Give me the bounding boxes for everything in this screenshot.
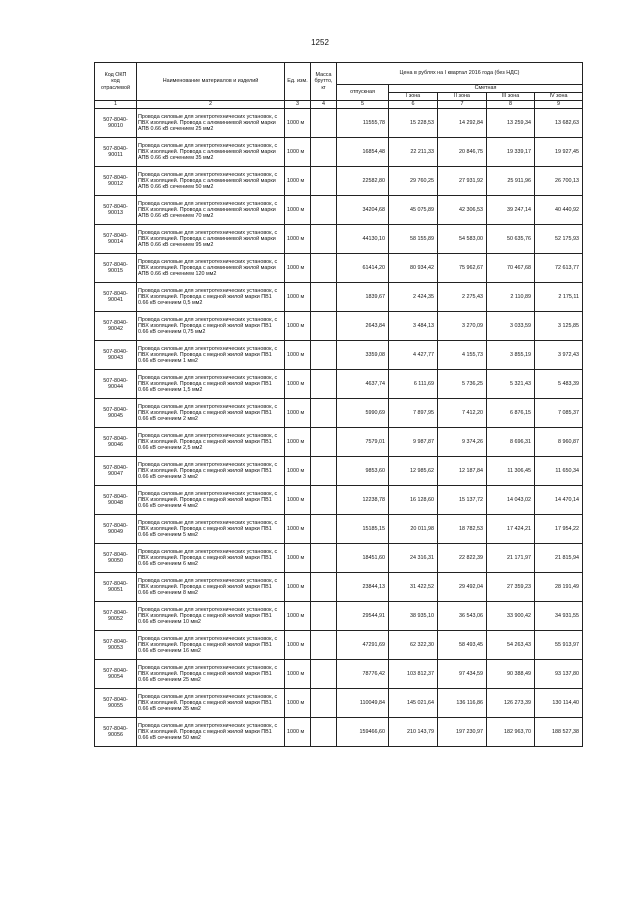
cell-zone2-price: 97 434,59 [438, 660, 487, 689]
cell-name: Провода силовые для электротехнических установок, с ПВХ изоляцией. Провода с медной жилой марки ПВ1 0.66 кВ сечением 8 мм2 [137, 573, 285, 602]
cell-release-price: 4637,74 [337, 370, 389, 399]
cell-code: 507-8040-90042 [95, 312, 137, 341]
cell-name: Провода силовые для электротехнических установок, с ПВХ изоляцией. Провода с алюминиевой жилой марки АПВ 0.66 кВ сечением 25 мм2 [137, 109, 285, 138]
cell-zone3-price: 19 339,17 [487, 138, 535, 167]
cell-zone3-price: 54 263,43 [487, 631, 535, 660]
cell-zone1-price: 6 111,69 [389, 370, 438, 399]
cell-mass [311, 544, 337, 573]
cell-name: Провода силовые для электротехнических установок, с ПВХ изоляцией. Провода с медной жилой марки ПВ1 0.66 кВ сечением 0,5 мм2 [137, 283, 285, 312]
cell-zone1-price: 80 934,42 [389, 254, 438, 283]
table-row [95, 312, 583, 341]
cell-zone2-price: 14 292,84 [438, 109, 487, 138]
cell-code: 507-8040-90048 [95, 486, 137, 515]
cell-zone1-price: 29 760,25 [389, 167, 438, 196]
cell-code: 507-8040-90013 [95, 196, 137, 225]
cell-zone4-price: 13 682,63 [535, 109, 583, 138]
cell-zone1-price: 12 985,62 [389, 457, 438, 486]
cell-zone3-price: 2 110,89 [487, 283, 535, 312]
col-index: 7 [438, 101, 487, 109]
cell-mass [311, 486, 337, 515]
cell-zone2-price: 58 493,45 [438, 631, 487, 660]
cell-release-price: 7579,01 [337, 428, 389, 457]
cell-release-price: 34204,68 [337, 196, 389, 225]
cell-unit: 1000 м [285, 341, 311, 370]
cell-name: Провода силовые для электротехнических установок, с ПВХ изоляцией. Провода с медной жилой марки ПВ1 0.66 кВ сечением 0,75 мм2 [137, 312, 285, 341]
cell-unit: 1000 м [285, 167, 311, 196]
cell-zone3-price: 21 171,97 [487, 544, 535, 573]
cell-name: Провода силовые для электротехнических установок, с ПВХ изоляцией. Провода с медной жилой марки ПВ1 0.66 кВ сечением 1 мм2 [137, 341, 285, 370]
cell-zone3-price: 70 467,68 [487, 254, 535, 283]
cell-zone4-price: 8 960,87 [535, 428, 583, 457]
cell-zone1-price: 9 987,87 [389, 428, 438, 457]
cell-zone4-price: 21 815,94 [535, 544, 583, 573]
cell-release-price: 15185,15 [337, 515, 389, 544]
cell-code: 507-8040-90049 [95, 515, 137, 544]
cell-release-price: 23844,13 [337, 573, 389, 602]
cell-name: Провода силовые для электротехнических установок, с ПВХ изоляцией. Провода с медной жилой марки ПВ1 0.66 кВ сечением 25 мм2 [137, 660, 285, 689]
cell-unit: 1000 м [285, 718, 311, 747]
table-row [95, 370, 583, 399]
cell-mass [311, 312, 337, 341]
cell-zone2-price: 75 962,67 [438, 254, 487, 283]
cell-zone3-price: 5 321,43 [487, 370, 535, 399]
cell-zone3-price: 6 876,15 [487, 399, 535, 428]
cell-name: Провода силовые для электротехнических установок, с ПВХ изоляцией. Провода с алюминиевой жилой марки АПВ 0.66 кВ сечением 35 мм2 [137, 138, 285, 167]
cell-release-price: 22582,80 [337, 167, 389, 196]
cell-release-price: 3359,08 [337, 341, 389, 370]
cell-code: 507-8040-90012 [95, 167, 137, 196]
cell-zone3-price: 25 911,96 [487, 167, 535, 196]
col-index: 6 [389, 101, 438, 109]
cell-zone3-price: 3 855,19 [487, 341, 535, 370]
cell-zone3-price: 27 359,23 [487, 573, 535, 602]
cell-zone1-price: 145 021,64 [389, 689, 438, 718]
cell-unit: 1000 м [285, 515, 311, 544]
cell-zone4-price: 19 927,45 [535, 138, 583, 167]
cell-mass [311, 631, 337, 660]
cell-mass [311, 225, 337, 254]
cell-release-price: 78776,42 [337, 660, 389, 689]
cell-unit: 1000 м [285, 660, 311, 689]
table-row [95, 718, 583, 747]
cell-mass [311, 167, 337, 196]
cell-zone1-price: 103 812,37 [389, 660, 438, 689]
cell-zone4-price: 26 700,13 [535, 167, 583, 196]
cell-mass [311, 602, 337, 631]
cell-zone2-price: 29 492,04 [438, 573, 487, 602]
cell-zone1-price: 7 897,95 [389, 399, 438, 428]
cell-zone2-price: 22 822,39 [438, 544, 487, 573]
cell-code: 507-8040-90055 [95, 689, 137, 718]
cell-name: Провода силовые для электротехнических установок, с ПВХ изоляцией. Провода с медной жилой марки ПВ1 0.66 кВ сечением 10 мм2 [137, 602, 285, 631]
cell-code: 507-8040-90056 [95, 718, 137, 747]
cell-mass [311, 399, 337, 428]
cell-unit: 1000 м [285, 196, 311, 225]
cell-release-price: 110049,84 [337, 689, 389, 718]
cell-zone1-price: 2 424,35 [389, 283, 438, 312]
cell-code: 507-8040-90043 [95, 341, 137, 370]
cell-release-price: 12238,78 [337, 486, 389, 515]
cell-mass [311, 341, 337, 370]
table-row [95, 109, 583, 138]
cell-zone4-price: 52 175,93 [535, 225, 583, 254]
cell-release-price: 47291,69 [337, 631, 389, 660]
cell-zone1-price: 24 316,31 [389, 544, 438, 573]
cell-zone1-price: 210 143,79 [389, 718, 438, 747]
table-row [95, 602, 583, 631]
cell-name: Провода силовые для электротехнических установок, с ПВХ изоляцией. Провода с алюминиевой жилой марки АПВ 0.66 кВ сечением 95 мм2 [137, 225, 285, 254]
cell-code: 507-8040-90054 [95, 660, 137, 689]
cell-zone3-price: 39 247,14 [487, 196, 535, 225]
cell-zone3-price: 33 900,42 [487, 602, 535, 631]
cell-zone3-price: 126 273,39 [487, 689, 535, 718]
cell-zone4-price: 17 954,22 [535, 515, 583, 544]
col-index: 9 [535, 101, 583, 109]
cell-zone4-price: 11 650,34 [535, 457, 583, 486]
header-zone4: IV зона [535, 93, 583, 101]
cell-zone4-price: 28 191,49 [535, 573, 583, 602]
table-row [95, 515, 583, 544]
cell-zone2-price: 20 846,75 [438, 138, 487, 167]
cell-unit: 1000 м [285, 138, 311, 167]
table-row [95, 573, 583, 602]
cell-mass [311, 370, 337, 399]
cell-mass [311, 109, 337, 138]
cell-name: Провода силовые для электротехнических установок, с ПВХ изоляцией. Провода с медной жилой марки ПВ1 0.66 кВ сечением 6 мм2 [137, 544, 285, 573]
table-row [95, 341, 583, 370]
cell-zone3-price: 14 043,02 [487, 486, 535, 515]
cell-zone1-price: 58 155,89 [389, 225, 438, 254]
cell-unit: 1000 м [285, 399, 311, 428]
cell-zone3-price: 50 635,76 [487, 225, 535, 254]
table-row [95, 689, 583, 718]
cell-zone2-price: 136 116,86 [438, 689, 487, 718]
header-name: Наименование материалов и изделий [137, 63, 285, 101]
cell-zone1-price: 62 322,30 [389, 631, 438, 660]
cell-zone3-price: 17 424,21 [487, 515, 535, 544]
cell-mass [311, 428, 337, 457]
cell-zone2-price: 3 270,09 [438, 312, 487, 341]
cell-zone4-price: 5 483,39 [535, 370, 583, 399]
cell-unit: 1000 м [285, 254, 311, 283]
cell-zone2-price: 18 782,53 [438, 515, 487, 544]
cell-name: Провода силовые для электротехнических установок, с ПВХ изоляцией. Провода с медной жилой марки ПВ1 0.66 кВ сечением 4 мм2 [137, 486, 285, 515]
cell-zone2-price: 5 736,25 [438, 370, 487, 399]
header-code [95, 63, 137, 101]
cell-mass [311, 457, 337, 486]
cell-zone2-price: 42 306,53 [438, 196, 487, 225]
table-row [95, 283, 583, 312]
cell-zone4-price: 93 137,80 [535, 660, 583, 689]
cell-name: Провода силовые для электротехнических установок, с ПВХ изоляцией. Провода с медной жилой марки ПВ1 0.66 кВ сечением 16 мм2 [137, 631, 285, 660]
table-row [95, 167, 583, 196]
cell-release-price: 61414,20 [337, 254, 389, 283]
cell-zone1-price: 20 011,98 [389, 515, 438, 544]
cell-zone3-price: 11 306,45 [487, 457, 535, 486]
page-number: 1252 [311, 38, 329, 47]
table-row [95, 138, 583, 167]
cell-code: 507-8040-90046 [95, 428, 137, 457]
col-index: 3 [285, 101, 311, 109]
table-row [95, 544, 583, 573]
cell-release-price: 2643,84 [337, 312, 389, 341]
cell-unit: 1000 м [285, 544, 311, 573]
header-code-branch: код отраслевой [101, 78, 130, 91]
cell-code: 507-8040-90047 [95, 457, 137, 486]
cell-zone4-price: 14 470,14 [535, 486, 583, 515]
cell-name: Провода силовые для электротехнических установок, с ПВХ изоляцией. Провода с медной жилой марки ПВ1 0.66 кВ сечением 2,5 мм2 [137, 428, 285, 457]
cell-code: 507-8040-90014 [95, 225, 137, 254]
header-mass: Масса брутто, кг [311, 63, 337, 101]
cell-zone1-price: 16 128,60 [389, 486, 438, 515]
header-price-group: Цена в рублях на I квартал 2016 года (без НДС) [337, 63, 583, 85]
cell-code: 507-8040-90050 [95, 544, 137, 573]
cell-code: 507-8040-90053 [95, 631, 137, 660]
column-index-row [95, 101, 583, 109]
header-code-okp: Код ОКП [104, 72, 127, 79]
cell-code: 507-8040-90010 [95, 109, 137, 138]
cell-release-price: 44130,10 [337, 225, 389, 254]
cell-unit: 1000 м [285, 602, 311, 631]
cell-unit: 1000 м [285, 631, 311, 660]
cell-release-price: 159466,60 [337, 718, 389, 747]
cell-zone4-price: 40 440,92 [535, 196, 583, 225]
col-index: 8 [487, 101, 535, 109]
cell-unit: 1000 м [285, 486, 311, 515]
cell-release-price: 16854,48 [337, 138, 389, 167]
table-body [95, 109, 583, 747]
cell-name: Провода силовые для электротехнических установок, с ПВХ изоляцией. Провода с алюминиевой жилой марки АПВ 0.66 кВ сечением 70 мм2 [137, 196, 285, 225]
cell-mass [311, 660, 337, 689]
cell-zone2-price: 7 412,20 [438, 399, 487, 428]
cell-unit: 1000 м [285, 370, 311, 399]
cell-mass [311, 718, 337, 747]
cell-zone3-price: 90 388,49 [487, 660, 535, 689]
header-zone3: III зона [487, 93, 535, 101]
table-row [95, 457, 583, 486]
cell-zone1-price: 45 075,89 [389, 196, 438, 225]
table-row [95, 254, 583, 283]
cell-zone4-price: 55 913,97 [535, 631, 583, 660]
table-row [95, 660, 583, 689]
cell-zone1-price: 31 422,52 [389, 573, 438, 602]
cell-unit: 1000 м [285, 689, 311, 718]
cell-release-price: 5990,69 [337, 399, 389, 428]
cell-zone4-price: 3 125,85 [535, 312, 583, 341]
cell-name: Провода силовые для электротехнических установок, с ПВХ изоляцией. Провода с медной жилой марки ПВ1 0.66 кВ сечением 1,5 мм2 [137, 370, 285, 399]
cell-name: Провода силовые для электротехнических установок, с ПВХ изоляцией. Провода с медной жилой марки ПВ1 0.66 кВ сечением 35 мм2 [137, 689, 285, 718]
cell-unit: 1000 м [285, 428, 311, 457]
cell-zone2-price: 27 931,92 [438, 167, 487, 196]
cell-zone1-price: 38 935,10 [389, 602, 438, 631]
cell-zone1-price: 4 427,77 [389, 341, 438, 370]
cell-zone2-price: 197 230,97 [438, 718, 487, 747]
cell-release-price: 29544,91 [337, 602, 389, 631]
cell-zone1-price: 3 484,13 [389, 312, 438, 341]
cell-zone4-price: 3 972,43 [535, 341, 583, 370]
cell-mass [311, 515, 337, 544]
header-zone2: II зона [438, 93, 487, 101]
table-row [95, 196, 583, 225]
cell-mass [311, 573, 337, 602]
cell-unit: 1000 м [285, 225, 311, 254]
cell-mass [311, 689, 337, 718]
cell-zone3-price: 13 259,34 [487, 109, 535, 138]
cell-release-price: 11555,78 [337, 109, 389, 138]
cell-unit: 1000 м [285, 573, 311, 602]
table-header [95, 63, 583, 101]
cell-unit: 1000 м [285, 312, 311, 341]
header-unit: Ед. изм. [285, 63, 311, 101]
header-estimate: Сметная [389, 85, 583, 93]
cell-unit: 1000 м [285, 109, 311, 138]
col-index: 1 [95, 101, 137, 109]
cell-mass [311, 138, 337, 167]
cell-zone4-price: 7 085,37 [535, 399, 583, 428]
cell-code: 507-8040-90052 [95, 602, 137, 631]
cell-code: 507-8040-90015 [95, 254, 137, 283]
cell-zone1-price: 22 211,33 [389, 138, 438, 167]
cell-unit: 1000 м [285, 283, 311, 312]
cell-zone4-price: 188 527,38 [535, 718, 583, 747]
table-row [95, 486, 583, 515]
price-table [94, 62, 583, 747]
cell-release-price: 9853,60 [337, 457, 389, 486]
table-row [95, 399, 583, 428]
cell-name: Провода силовые для электротехнических установок, с ПВХ изоляцией. Провода с медной жилой марки ПВ1 0.66 кВ сечением 2 мм2 [137, 399, 285, 428]
cell-zone4-price: 34 931,55 [535, 602, 583, 631]
cell-name: Провода силовые для электротехнических установок, с ПВХ изоляцией. Провода с медной жилой марки ПВ1 0.66 кВ сечением 5 мм2 [137, 515, 285, 544]
cell-code: 507-8040-90041 [95, 283, 137, 312]
cell-zone2-price: 54 583,00 [438, 225, 487, 254]
cell-code: 507-8040-90051 [95, 573, 137, 602]
cell-zone4-price: 2 175,11 [535, 283, 583, 312]
cell-zone2-price: 15 137,72 [438, 486, 487, 515]
cell-code: 507-8040-90045 [95, 399, 137, 428]
cell-zone3-price: 8 696,31 [487, 428, 535, 457]
header-zone1: I зона [389, 93, 438, 101]
table-row [95, 225, 583, 254]
cell-zone2-price: 36 543,06 [438, 602, 487, 631]
cell-mass [311, 196, 337, 225]
cell-zone2-price: 4 155,73 [438, 341, 487, 370]
cell-release-price: 18451,60 [337, 544, 389, 573]
cell-code: 507-8040-90011 [95, 138, 137, 167]
cell-zone1-price: 15 228,53 [389, 109, 438, 138]
cell-mass [311, 254, 337, 283]
cell-mass [311, 283, 337, 312]
cell-zone3-price: 182 963,70 [487, 718, 535, 747]
cell-code: 507-8040-90044 [95, 370, 137, 399]
cell-zone3-price: 3 033,59 [487, 312, 535, 341]
cell-name: Провода силовые для электротехнических установок, с ПВХ изоляцией. Провода с алюминиевой жилой марки АПВ 0.66 кВ сечением 120 мм2 [137, 254, 285, 283]
cell-zone2-price: 12 187,84 [438, 457, 487, 486]
cell-zone4-price: 130 114,40 [535, 689, 583, 718]
col-index: 5 [337, 101, 389, 109]
cell-zone4-price: 72 613,77 [535, 254, 583, 283]
header-release: отпускная [337, 85, 389, 101]
cell-release-price: 1839,67 [337, 283, 389, 312]
cell-unit: 1000 м [285, 457, 311, 486]
col-index: 2 [137, 101, 285, 109]
col-index: 4 [311, 101, 337, 109]
cell-zone2-price: 9 374,26 [438, 428, 487, 457]
cell-zone2-price: 2 275,43 [438, 283, 487, 312]
table-row [95, 631, 583, 660]
table-row [95, 428, 583, 457]
cell-name: Провода силовые для электротехнических установок, с ПВХ изоляцией. Провода с алюминиевой жилой марки АПВ 0.66 кВ сечением 50 мм2 [137, 167, 285, 196]
cell-name: Провода силовые для электротехнических установок, с ПВХ изоляцией. Провода с медной жилой марки ПВ1 0.66 кВ сечением 3 мм2 [137, 457, 285, 486]
cell-name: Провода силовые для электротехнических установок, с ПВХ изоляцией. Провода с медной жилой марки ПВ1 0.66 кВ сечением 50 мм2 [137, 718, 285, 747]
